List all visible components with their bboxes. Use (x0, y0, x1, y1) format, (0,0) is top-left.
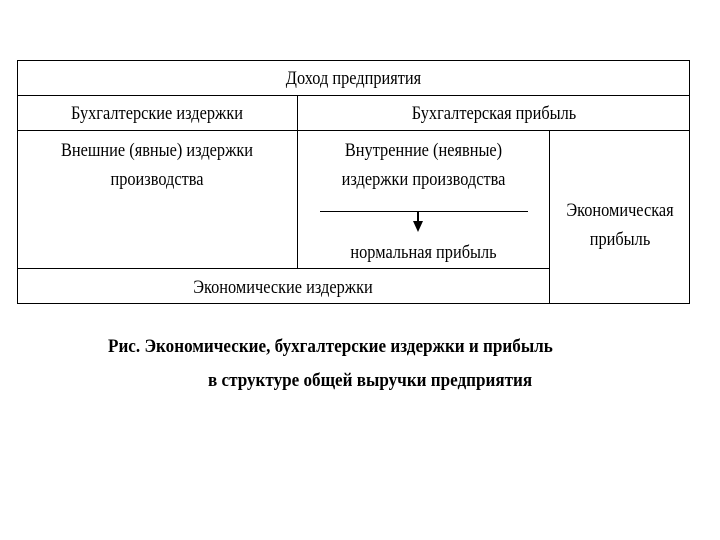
figure-caption-line2: в структуре общей выручки предприятия (208, 370, 533, 391)
normal-profit-cell: нормальная прибыль (350, 241, 497, 263)
economic-profit-cell: Экономическая прибыль (566, 200, 674, 250)
down-arrow-icon (413, 221, 423, 232)
accounting-profit-cell: Бухгалтерская прибыль (411, 102, 577, 124)
income-cell: Доход предприятия (285, 67, 422, 89)
figure-caption-line1: Рис. Экономические, бухгалтерские издержки и прибыль (108, 336, 553, 357)
divider-line (17, 268, 549, 269)
implicit-costs-cell: Внутренние (неявные) издержки производства (341, 140, 506, 190)
economic-costs-cell: Экономические издержки (193, 276, 373, 298)
explicit-costs-cell: Внешние (явные) издержки производства (60, 140, 254, 190)
divider-line (297, 95, 298, 268)
divider-line (549, 130, 550, 304)
accounting-costs-cell: Бухгалтерские издержки (70, 102, 244, 124)
separator-line (320, 211, 528, 212)
divider-line (17, 130, 690, 131)
